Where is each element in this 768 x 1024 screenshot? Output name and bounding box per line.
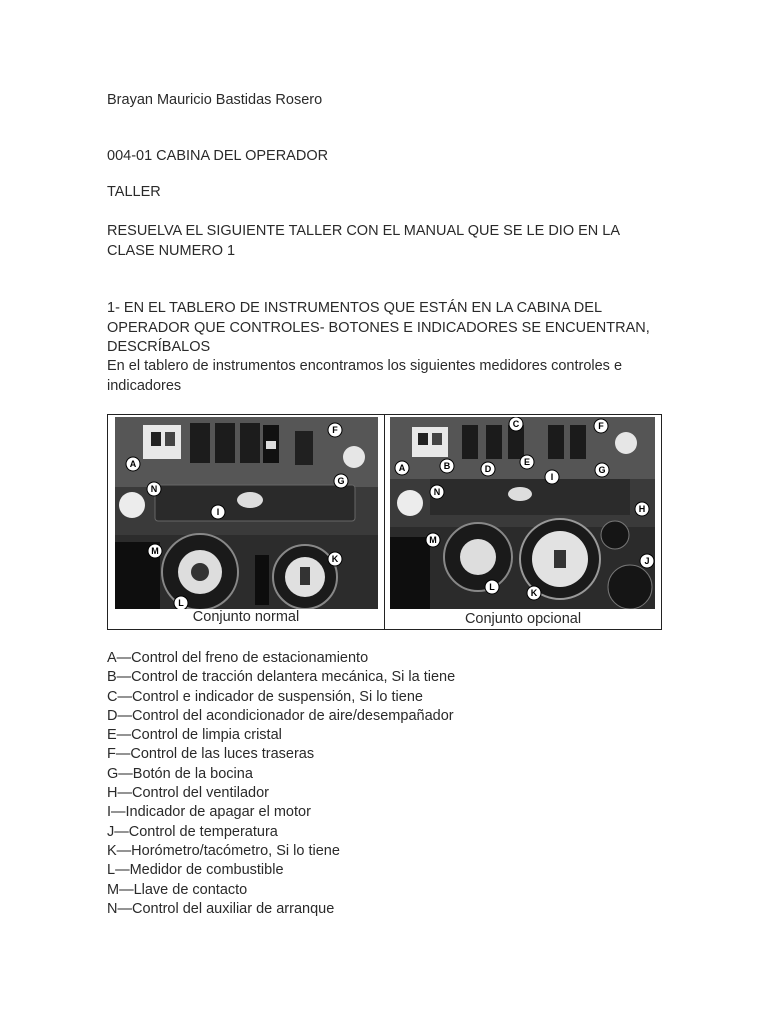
svg-text:L: L (178, 598, 184, 608)
svg-text:K: K (530, 588, 538, 598)
answer-1: En el tablero de instrumentos encontramos los siguientes medidores controles e indicadores (107, 358, 623, 394)
svg-text:F: F (598, 421, 604, 431)
svg-text:A: A (129, 459, 137, 469)
svg-text:N: N (150, 484, 158, 494)
legend-item: D—Control del acondicionador de aire/desempañador (107, 707, 454, 724)
question-1: 1- EN EL TABLERO DE INSTRUMENTOS QUE ESTÁN EN LA CABINA DEL OPERADOR QUE CONTROLES- BOTONES E INDICADORES SE ENCUENTRAN, DESCRÍBALOS (107, 300, 650, 355)
svg-text:B: B (443, 461, 451, 471)
caption-optional: Conjunto opcional (464, 611, 582, 627)
legend-item: A—Control del freno de estacionamiento (107, 650, 369, 666)
legend-item: I—Indicador de apagar el motor (107, 804, 311, 821)
caption-normal: Conjunto normal (192, 609, 300, 625)
section-title: TALLER (107, 184, 161, 200)
legend-item: B—Control de tracción delantera mecánica, Si la tiene (107, 669, 456, 686)
legend-item: N—Control del auxiliar de arranque (107, 900, 335, 917)
legend-item: C—Control e indicador de suspensión, Si lo tiene (107, 688, 423, 705)
svg-text:G: G (598, 465, 606, 475)
instruction-text: RESUELVA EL SIGUIENTE TALLER CON EL MANUAL QUE SE LE DIO EN LA CLASE NUMERO 1 (107, 223, 620, 259)
legend-list (107, 649, 455, 919)
svg-text:G: G (337, 476, 345, 486)
svg-text:C: C (512, 419, 520, 429)
svg-text:M: M (429, 535, 437, 545)
legend-item: L—Medidor de combustible (107, 862, 284, 879)
svg-text:E: E (523, 457, 531, 467)
svg-text:I: I (550, 472, 554, 482)
svg-text:D: D (484, 464, 492, 474)
svg-text:H: H (638, 504, 646, 514)
course-title: 004-01 CABINA DEL OPERADOR (107, 148, 329, 164)
dashboard-photo-optional (390, 417, 655, 609)
legend-item: H—Control del ventilador (107, 785, 269, 802)
svg-text:M: M (151, 546, 159, 556)
legend-item: F—Control de las luces traseras (107, 746, 315, 763)
dashboard-figure (107, 414, 662, 630)
svg-text:K: K (331, 554, 339, 564)
figure-divider (384, 415, 385, 629)
dashboard-photo-normal (115, 417, 378, 609)
legend-item: J—Control de temperatura (107, 823, 278, 840)
legend-item: G—Botón de la bocina (107, 765, 253, 782)
svg-text:L: L (489, 582, 495, 592)
svg-text:J: J (644, 556, 650, 566)
legend-item: E—Control de limpia cristal (107, 727, 282, 744)
svg-text:I: I (216, 507, 220, 517)
svg-text:N: N (433, 487, 441, 497)
svg-text:A: A (398, 463, 406, 473)
legend-item: M—Llave de contacto (107, 881, 248, 898)
svg-text:F: F (332, 425, 338, 435)
legend-item: K—Horómetro/tacómetro, Si lo tiene (107, 842, 340, 859)
author-name: Brayan Mauricio Bastidas Rosero (107, 92, 323, 108)
